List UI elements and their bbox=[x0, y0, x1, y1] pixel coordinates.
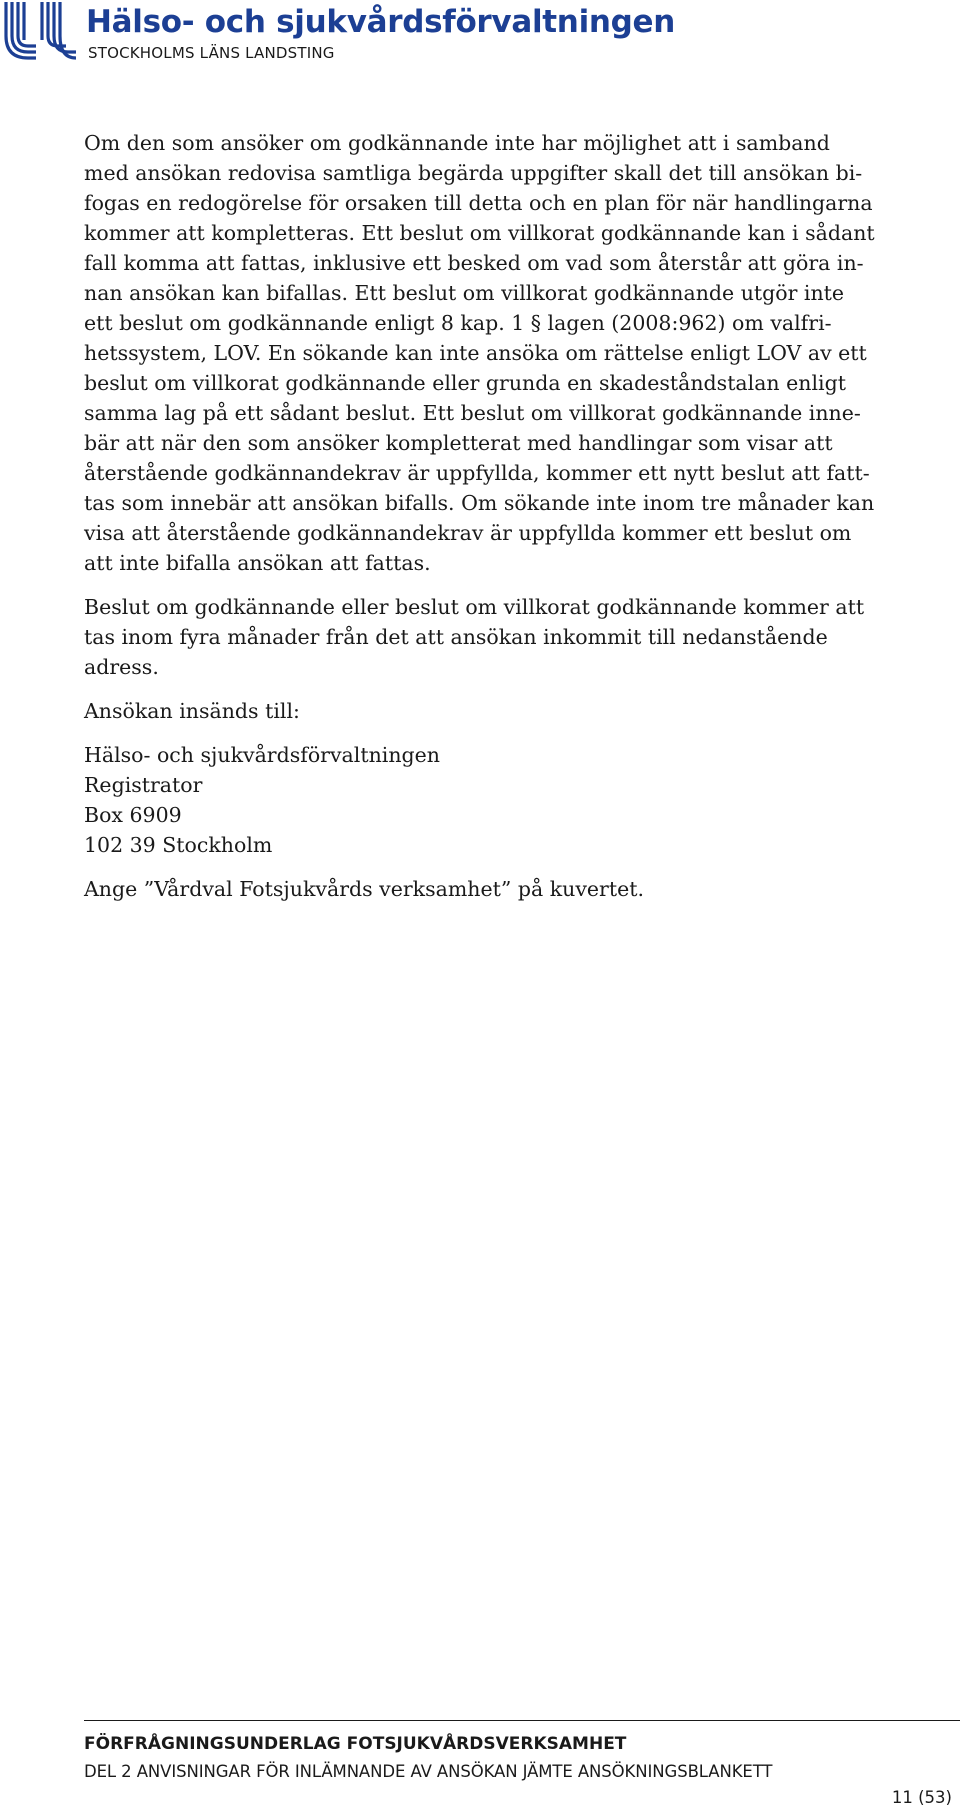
text-line: nan ansökan kan bifallas. Ett beslut om villkorat godkännande utgör inte bbox=[84, 281, 845, 305]
footer-subtitle: DEL 2 ANVISNINGAR FÖR INLÄMNANDE AV ANSÖKAN JÄMTE ANSÖKNINGSBLANKETT bbox=[84, 1762, 773, 1781]
text-line: att inte bifalla ansökan att fattas. bbox=[84, 551, 431, 575]
text-line: kommer att kompletteras. Ett beslut om villkorat godkännande kan i sådant bbox=[84, 221, 875, 245]
address-line: Box 6909 bbox=[84, 803, 182, 827]
paragraph-gap bbox=[84, 578, 960, 592]
text-line: hetssystem, LOV. En sökande kan inte ansöka om rättelse enligt LOV av ett bbox=[84, 341, 867, 365]
text-line: fall komma att fattas, inklusive ett besked om vad som återstår att göra in- bbox=[84, 251, 864, 275]
page-number: 11 (53) bbox=[891, 1788, 952, 1807]
text-line: beslut om villkorat godkännande eller grunda en skadeståndstalan enligt bbox=[84, 371, 846, 395]
page-footer bbox=[0, 1720, 960, 1806]
address-line: Hälso- och sjukvårdsförvaltningen bbox=[84, 743, 440, 767]
paragraph-gap bbox=[84, 726, 960, 740]
text-line: ett beslut om godkännande enligt 8 kap. 1 § lagen (2008:962) om valfri- bbox=[84, 311, 832, 335]
paragraph-envelope-note: Ange ”Vårdval Fotsjukvårds verksamhet” på kuvertet. bbox=[84, 877, 644, 901]
paragraph-send-to: Ansökan insänds till: bbox=[84, 699, 300, 723]
text-line: Om den som ansöker om godkännande inte har möjlighet att i samband bbox=[84, 131, 830, 155]
text-line: visa att återstående godkännandekrav är uppfyllda kommer ett beslut om bbox=[84, 521, 852, 545]
paragraph-conditional-approval bbox=[84, 128, 960, 578]
address-line: Registrator bbox=[84, 773, 203, 797]
text-line: tas som innebär att ansökan bifalls. Om sökande inte inom tre månader kan bbox=[84, 491, 875, 515]
text-line: med ansökan redovisa samtliga begärda uppgifter skall det till ansökan bi- bbox=[84, 161, 863, 185]
text-line: fogas en redogörelse för orsaken till detta och en plan för när handlingarna bbox=[84, 191, 873, 215]
document-body bbox=[84, 128, 960, 904]
sll-logo-icon bbox=[2, 0, 78, 64]
organization-name: Hälso- och sjukvårdsförvaltningen bbox=[86, 4, 676, 40]
page-header bbox=[0, 0, 960, 70]
text-line: tas inom fyra månader från det att ansökan inkommit till nedanstående bbox=[84, 625, 828, 649]
text-line: bär att när den som ansöker kompletterat med handlingar som visar att bbox=[84, 431, 833, 455]
footer-divider bbox=[84, 1720, 960, 1721]
paragraph-gap bbox=[84, 860, 960, 874]
text-line: adress. bbox=[84, 655, 159, 679]
text-line: samma lag på ett sådant beslut. Ett beslut om villkorat godkännande inne- bbox=[84, 401, 861, 425]
paragraph-gap bbox=[84, 682, 960, 696]
text-line: Beslut om godkännande eller beslut om villkorat godkännande kommer att bbox=[84, 595, 865, 619]
address-line: 102 39 Stockholm bbox=[84, 833, 273, 857]
footer-title: FÖRFRÅGNINGSUNDERLAG FOTSJUKVÅRDSVERKSAMHET bbox=[84, 1734, 627, 1754]
paragraph-decision-time bbox=[84, 592, 960, 682]
organization-subtitle: STOCKHOLMS LÄNS LANDSTING bbox=[88, 44, 335, 62]
postal-address bbox=[84, 740, 960, 860]
text-line: återstående godkännandekrav är uppfyllda, kommer ett nytt beslut att fatt- bbox=[84, 461, 870, 485]
